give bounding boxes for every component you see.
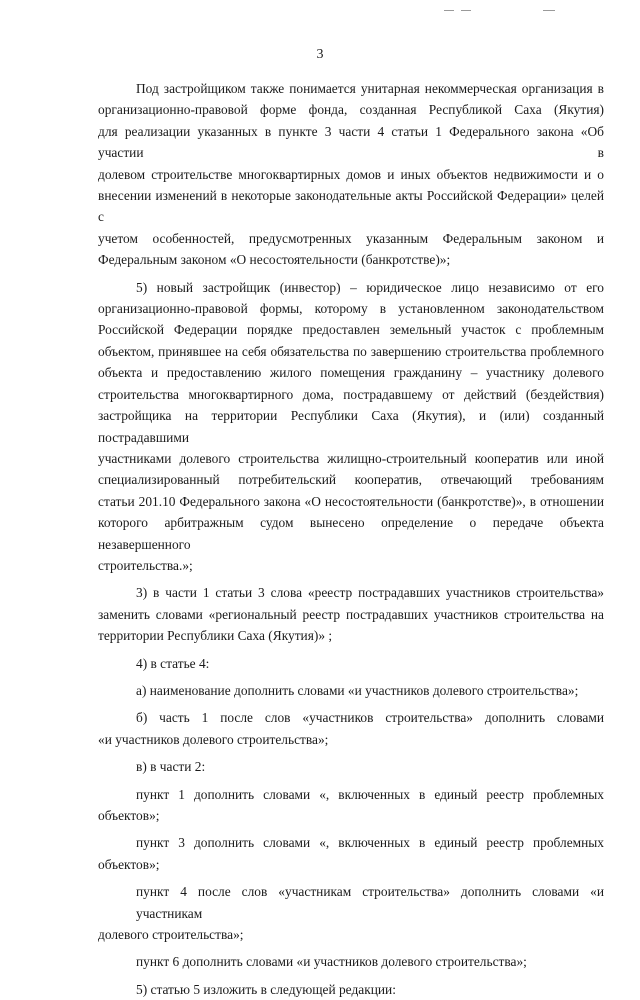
- text-line: внесении изменений в некоторые законодательные акты Российской Федерации» целей с: [98, 188, 604, 225]
- text-line: долевого строительства»;: [98, 927, 244, 943]
- text-line: которого арбитражным судом вынесено определение о передаче объекта незавершенного: [98, 515, 604, 552]
- paragraph: [98, 707, 604, 750]
- text-line: учетом особенностей, предусмотренных указанным Федеральным законом и: [98, 230, 604, 246]
- text-line: территории Республики Саха (Якутия)» ;: [98, 628, 333, 644]
- scan-mark: [444, 10, 454, 11]
- text-line: Федеральным законом «О несостоятельности (банкротстве)»;: [98, 252, 451, 268]
- text-line: Под застройщиком также понимается унитарная некоммерческая организация в: [136, 81, 604, 96]
- text-line: для реализации указанных в пункте 3 части 4 статьи 1 Федерального закона «Об участии в: [98, 123, 604, 161]
- text-line: статьи 201.10 Федерального закона «О несостоятельности (банкротстве)», в отношении: [98, 493, 604, 509]
- paragraph: [98, 653, 604, 674]
- text-line: 4) в статье 4:: [136, 655, 210, 671]
- text-line: объекта и предоставлению жилого помещения гражданину – участнику долевого: [98, 365, 604, 381]
- paragraph: [98, 680, 604, 701]
- scan-marks: [0, 10, 640, 18]
- page-number: 3: [316, 47, 324, 62]
- text-line: долевом строительстве многоквартирных домов и иных объектов недвижимости и о: [98, 166, 604, 182]
- text-line: организационно-правовой форме фонда, созданная Республикой Саха (Якутия): [98, 102, 604, 118]
- paragraph: [98, 756, 604, 777]
- text-line: пункт 4 после слов «участникам строительства» дополнить словами «и участникам: [136, 884, 604, 921]
- text-line: Российской Федерации порядке предоставлен земельный участок с проблемным: [98, 322, 604, 338]
- text-line: «и участников долевого строительства»;: [98, 731, 329, 747]
- text-line: пункт 6 дополнить словами «и участников долевого строительства»;: [136, 954, 527, 970]
- text-line: застройщика на территории Республики Саха (Якутия), и (или) созданный пострадавшими: [98, 408, 604, 445]
- text-line: пункт 1 дополнить словами «, включенных в единый реестр проблемных: [136, 786, 604, 802]
- text-line: 3) в части 1 статьи 3 слова «реестр пострадавших участников строительства»: [136, 585, 604, 601]
- scan-mark: [461, 10, 471, 11]
- text-line: пункт 3 дополнить словами «, включенных в единый реестр проблемных: [136, 835, 604, 851]
- text-line: объектов»;: [98, 856, 160, 872]
- scan-mark: [543, 10, 555, 11]
- text-line: участниками долевого строительства жилищно-строительный кооператив или иной: [98, 450, 604, 466]
- text-line: в) в части 2:: [136, 759, 206, 775]
- paragraph: [98, 784, 604, 827]
- paragraph: [98, 979, 604, 1000]
- document-body: [98, 78, 604, 1000]
- paragraph: [98, 951, 604, 972]
- text-line: объектом, принявшее на себя обязательства по завершению строительства проблемного: [98, 343, 604, 359]
- paragraph: [98, 78, 604, 271]
- text-line: объектов»;: [98, 808, 160, 823]
- paragraph: [98, 832, 604, 875]
- paragraph: [98, 582, 604, 646]
- text-line: б) часть 1 после слов «участников строительства» дополнить словами: [136, 710, 604, 726]
- text-line: специализированный потребительский кооператив, отвечающий требованиям: [98, 472, 604, 488]
- text-line: заменить словами «региональный реестр пострадавших участников строительства на: [98, 606, 604, 622]
- paragraph: [98, 277, 604, 577]
- text-line: 5) новый застройщик (инвестор) – юридическое лицо независимо от его: [136, 279, 604, 295]
- text-line: строительства.»;: [98, 557, 193, 573]
- paragraph: [98, 881, 604, 945]
- text-line: а) наименование дополнить словами «и участников долевого строительства»;: [136, 682, 579, 698]
- text-line: организационно-правовой формы, которому в установленном законодательством: [98, 301, 604, 317]
- text-line: 5) статью 5 изложить в следующей редакции:: [136, 981, 396, 997]
- text-line: строительства многоквартирного дома, пострадавшему от действий (бездействия): [98, 386, 604, 402]
